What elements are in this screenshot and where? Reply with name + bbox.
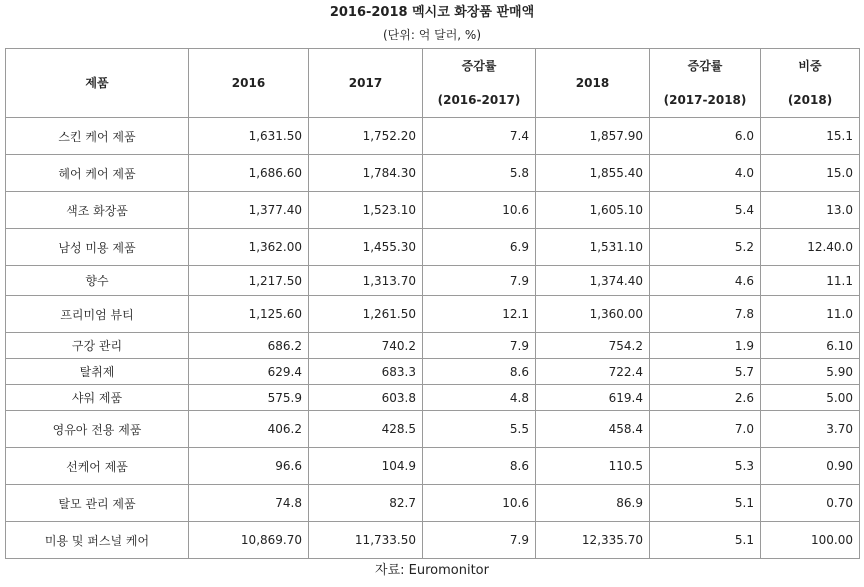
- value-2016-cell: 74.8: [189, 485, 309, 522]
- growth-2017-2018-cell: 4.6: [650, 266, 761, 296]
- table-row: [6, 229, 860, 266]
- share-2018-cell: 5.00: [761, 385, 860, 411]
- growth-2016-2017-cell: 12.1: [423, 296, 536, 333]
- header-2017: 2017: [309, 49, 423, 118]
- header-share-2018: [761, 49, 860, 118]
- growth-2017-2018-cell: 5.1: [650, 485, 761, 522]
- product-name-cell: 향수: [6, 266, 189, 296]
- share-2018-cell: 12.40.0: [761, 229, 860, 266]
- table-row: [6, 333, 860, 359]
- value-2018-cell: 754.2: [536, 333, 650, 359]
- share-2018-cell: 15.1: [761, 118, 860, 155]
- product-name-cell: 남성 미용 제품: [6, 229, 189, 266]
- table-row: [6, 485, 860, 522]
- header-growth-2017-2018: [650, 49, 761, 118]
- value-2018-cell: 1,360.00: [536, 296, 650, 333]
- table-row: [6, 118, 860, 155]
- value-2018-cell: 722.4: [536, 359, 650, 385]
- product-name-cell: 구강 관리: [6, 333, 189, 359]
- value-2016-cell: 1,377.40: [189, 192, 309, 229]
- table-row: [6, 448, 860, 485]
- share-2018-cell: 5.90: [761, 359, 860, 385]
- value-2018-cell: 458.4: [536, 411, 650, 448]
- table-row: [6, 359, 860, 385]
- header-2016: 2016: [189, 49, 309, 118]
- value-2017-cell: 428.5: [309, 411, 423, 448]
- growth-2017-2018-cell: 2.6: [650, 385, 761, 411]
- product-name-cell: 프리미엄 뷰티: [6, 296, 189, 333]
- growth-2017-2018-cell: 4.0: [650, 155, 761, 192]
- growth-2017-2018-cell: 5.3: [650, 448, 761, 485]
- product-name-cell: 샤워 제품: [6, 385, 189, 411]
- table-row: [6, 296, 860, 333]
- header-growth-2016-2017: [423, 49, 536, 118]
- value-2016-cell: 1,217.50: [189, 266, 309, 296]
- growth-2016-2017-cell: 7.9: [423, 522, 536, 559]
- value-2017-cell: 104.9: [309, 448, 423, 485]
- value-2016-cell: 10,869.70: [189, 522, 309, 559]
- table-row: [6, 411, 860, 448]
- header-growth-period: (2017-2018): [663, 93, 747, 107]
- value-2016-cell: 1,631.50: [189, 118, 309, 155]
- growth-2017-2018-cell: 1.9: [650, 333, 761, 359]
- value-2017-cell: 1,261.50: [309, 296, 423, 333]
- value-2016-cell: 1,686.60: [189, 155, 309, 192]
- growth-2016-2017-cell: 7.9: [423, 333, 536, 359]
- product-name-cell: 탈모 관리 제품: [6, 485, 189, 522]
- header-product: 제품: [6, 49, 189, 118]
- table-title: 2016-2018 멕시코 화장품 판매액: [329, 5, 535, 20]
- share-2018-cell: 0.70: [761, 485, 860, 522]
- share-2018-cell: 3.70: [761, 411, 860, 448]
- sales-table: [5, 48, 860, 559]
- growth-2016-2017-cell: 8.6: [423, 448, 536, 485]
- value-2018-cell: 1,374.40: [536, 266, 650, 296]
- growth-2016-2017-cell: 7.4: [423, 118, 536, 155]
- table-row: [6, 155, 860, 192]
- growth-2016-2017-cell: 5.8: [423, 155, 536, 192]
- unit-note: (단위: 억 달러, %): [382, 28, 482, 42]
- table-row: [6, 522, 860, 559]
- header-row: [6, 49, 860, 118]
- header-share-label: 비중: [798, 59, 822, 73]
- growth-2016-2017-cell: 6.9: [423, 229, 536, 266]
- growth-2016-2017-cell: 8.6: [423, 359, 536, 385]
- product-name-cell: 탈취제: [6, 359, 189, 385]
- value-2017-cell: 683.3: [309, 359, 423, 385]
- value-2018-cell: 86.9: [536, 485, 650, 522]
- share-2018-cell: 6.10: [761, 333, 860, 359]
- product-name-cell: 스킨 케어 제품: [6, 118, 189, 155]
- value-2018-cell: 1,855.40: [536, 155, 650, 192]
- value-2018-cell: 619.4: [536, 385, 650, 411]
- value-2016-cell: 96.6: [189, 448, 309, 485]
- share-2018-cell: 15.0: [761, 155, 860, 192]
- source-note: 자료: Euromonitor: [375, 563, 489, 578]
- value-2016-cell: 575.9: [189, 385, 309, 411]
- header-growth-label: 증감률: [687, 59, 723, 73]
- value-2016-cell: 406.2: [189, 411, 309, 448]
- share-2018-cell: 100.00: [761, 522, 860, 559]
- growth-2016-2017-cell: 4.8: [423, 385, 536, 411]
- growth-2017-2018-cell: 5.2: [650, 229, 761, 266]
- value-2017-cell: 740.2: [309, 333, 423, 359]
- value-2017-cell: 1,523.10: [309, 192, 423, 229]
- value-2016-cell: 686.2: [189, 333, 309, 359]
- value-2018-cell: 110.5: [536, 448, 650, 485]
- product-name-cell: 미용 및 퍼스널 케어: [6, 522, 189, 559]
- value-2018-cell: 1,531.10: [536, 229, 650, 266]
- share-2018-cell: 13.0: [761, 192, 860, 229]
- product-name-cell: 색조 화장품: [6, 192, 189, 229]
- header-growth-period: (2016-2017): [437, 93, 521, 107]
- table-row: [6, 192, 860, 229]
- product-name-cell: 선케어 제품: [6, 448, 189, 485]
- value-2016-cell: 1,362.00: [189, 229, 309, 266]
- growth-2016-2017-cell: 5.5: [423, 411, 536, 448]
- value-2016-cell: 1,125.60: [189, 296, 309, 333]
- table-row: [6, 385, 860, 411]
- value-2017-cell: 11,733.50: [309, 522, 423, 559]
- share-2018-cell: 11.0: [761, 296, 860, 333]
- growth-2016-2017-cell: 10.6: [423, 192, 536, 229]
- product-name-cell: 헤어 케어 제품: [6, 155, 189, 192]
- growth-2017-2018-cell: 7.8: [650, 296, 761, 333]
- header-share-period: (2018): [787, 93, 833, 107]
- table-row: [6, 266, 860, 296]
- value-2018-cell: 1,857.90: [536, 118, 650, 155]
- value-2017-cell: 1,784.30: [309, 155, 423, 192]
- growth-2017-2018-cell: 5.7: [650, 359, 761, 385]
- header-growth-label: 증감률: [461, 59, 497, 73]
- product-name-cell: 영유아 전용 제품: [6, 411, 189, 448]
- share-2018-cell: 11.1: [761, 266, 860, 296]
- growth-2017-2018-cell: 5.4: [650, 192, 761, 229]
- growth-2017-2018-cell: 7.0: [650, 411, 761, 448]
- growth-2017-2018-cell: 6.0: [650, 118, 761, 155]
- value-2018-cell: 12,335.70: [536, 522, 650, 559]
- share-2018-cell: 0.90: [761, 448, 860, 485]
- value-2018-cell: 1,605.10: [536, 192, 650, 229]
- growth-2016-2017-cell: 7.9: [423, 266, 536, 296]
- value-2017-cell: 1,455.30: [309, 229, 423, 266]
- value-2017-cell: 1,313.70: [309, 266, 423, 296]
- value-2017-cell: 82.7: [309, 485, 423, 522]
- header-2018: 2018: [536, 49, 650, 118]
- value-2017-cell: 1,752.20: [309, 118, 423, 155]
- value-2016-cell: 629.4: [189, 359, 309, 385]
- growth-2016-2017-cell: 10.6: [423, 485, 536, 522]
- growth-2017-2018-cell: 5.1: [650, 522, 761, 559]
- value-2017-cell: 603.8: [309, 385, 423, 411]
